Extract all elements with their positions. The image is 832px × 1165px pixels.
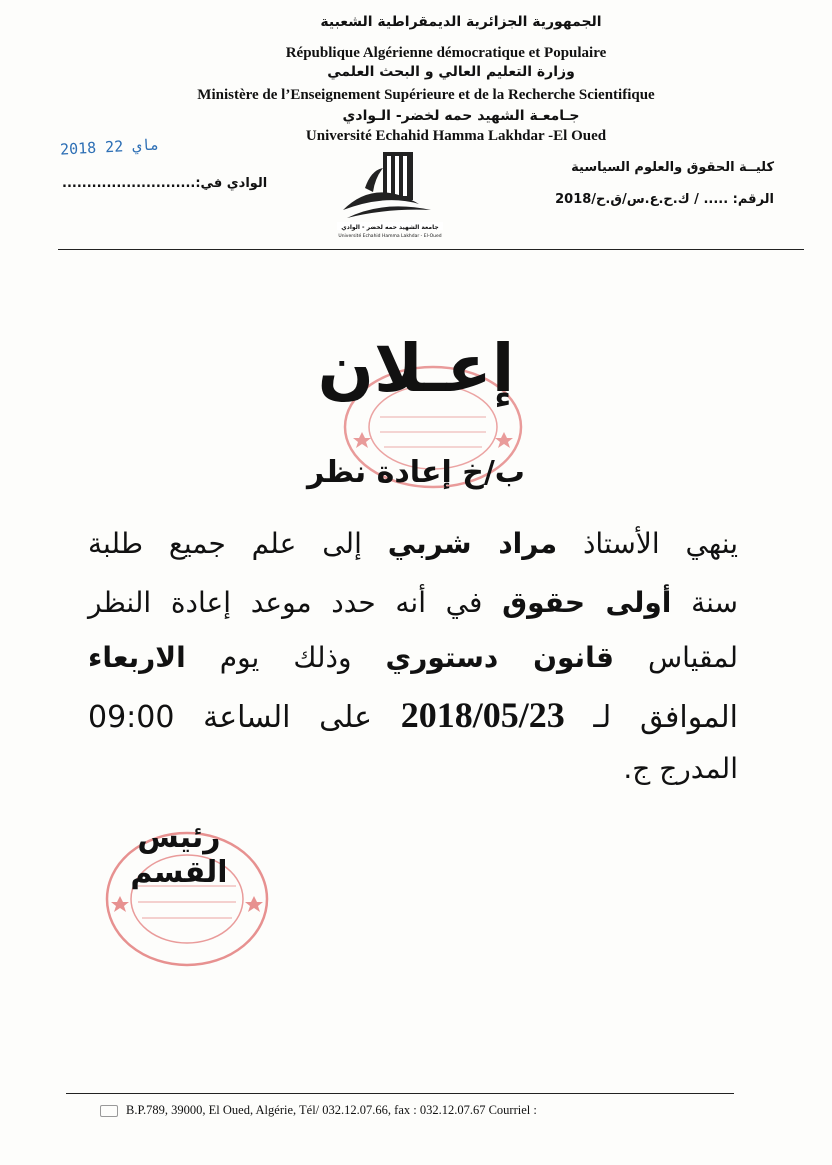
university-logo: [335, 148, 445, 240]
course-name: قانون دستوري: [385, 641, 614, 674]
footer-divider: [66, 1093, 734, 1094]
svg-text:جامعة الشهيد حمه لخضر - الوادي: جامعة الشهيد حمه لخضر - الوادي: [341, 224, 439, 231]
body-line-1: [88, 527, 738, 560]
body-text: وذلك يوم: [185, 641, 386, 674]
announcement-title: إعـلان: [317, 330, 515, 407]
header-country-fr: République Algérienne démocratique et Populaire: [285, 45, 607, 61]
header-divider: [58, 249, 804, 250]
body-line-4: [88, 694, 738, 736]
exam-date: 2018/05/23: [400, 695, 565, 735]
footer-text: B.P.789, 39000, El Oued, Algérie, Tél/ 032.12.07.66, fax : 032.12.07.67 Courriel :: [126, 1103, 537, 1117]
handwritten-date: 2018 ماي 22: [59, 135, 160, 159]
header-ministry-ar: وزارة التعليم العالي و البحث العلمي: [327, 64, 575, 80]
header-university-ar: جـامعـة الشهيد حمه لخضر- الـوادي: [342, 108, 580, 124]
body-line-5: المدرج ج.: [623, 752, 738, 785]
exam-time: على الساعة 09:00: [88, 700, 401, 735]
body-text: الموافق لـ: [564, 700, 739, 735]
place-date-field: الوادي في:...........................: [62, 176, 268, 191]
student-level: أولى حقوق: [502, 586, 672, 619]
body-line-3: [88, 641, 738, 674]
body-line-2: [88, 586, 738, 619]
day-name: الاربعاء: [88, 641, 186, 674]
body-text: في أنه حدد موعد إعادة النظر: [88, 586, 503, 619]
signature-title: رئيس القسم: [130, 820, 228, 890]
announcement-subtitle: ب/خ إعادة نظر: [307, 455, 525, 490]
professor-name: مراد شربي: [387, 527, 558, 560]
reference-number: الرقم: ..... / ك.ح.ع.س/ق.ح/2018: [555, 192, 774, 207]
mailbox-icon: [100, 1105, 118, 1117]
svg-text:Université Echahid Hamma Lakhd: Université Echahid Hamma Lakhdar - El-Oued: [338, 234, 442, 239]
header-university-fr: Université Echahid Hamma Lakhdar -El Oued: [305, 128, 607, 144]
faculty-name: كليــة الحقوق والعلوم السياسية: [571, 160, 774, 175]
header-ministry-fr: Ministère de l’Enseignement Supérieure et de la Recherche Scientifique: [197, 87, 655, 103]
body-text: لمقياس: [613, 641, 738, 674]
footer-contact: [100, 1103, 537, 1118]
header-country-ar: الجمهورية الجزائرية الديمقراطية الشعبية: [320, 14, 602, 30]
body-text: إلى علم جميع طلبة: [88, 527, 388, 560]
body-text: ينهي الأستاذ: [557, 527, 739, 560]
body-text: سنة: [671, 586, 738, 619]
